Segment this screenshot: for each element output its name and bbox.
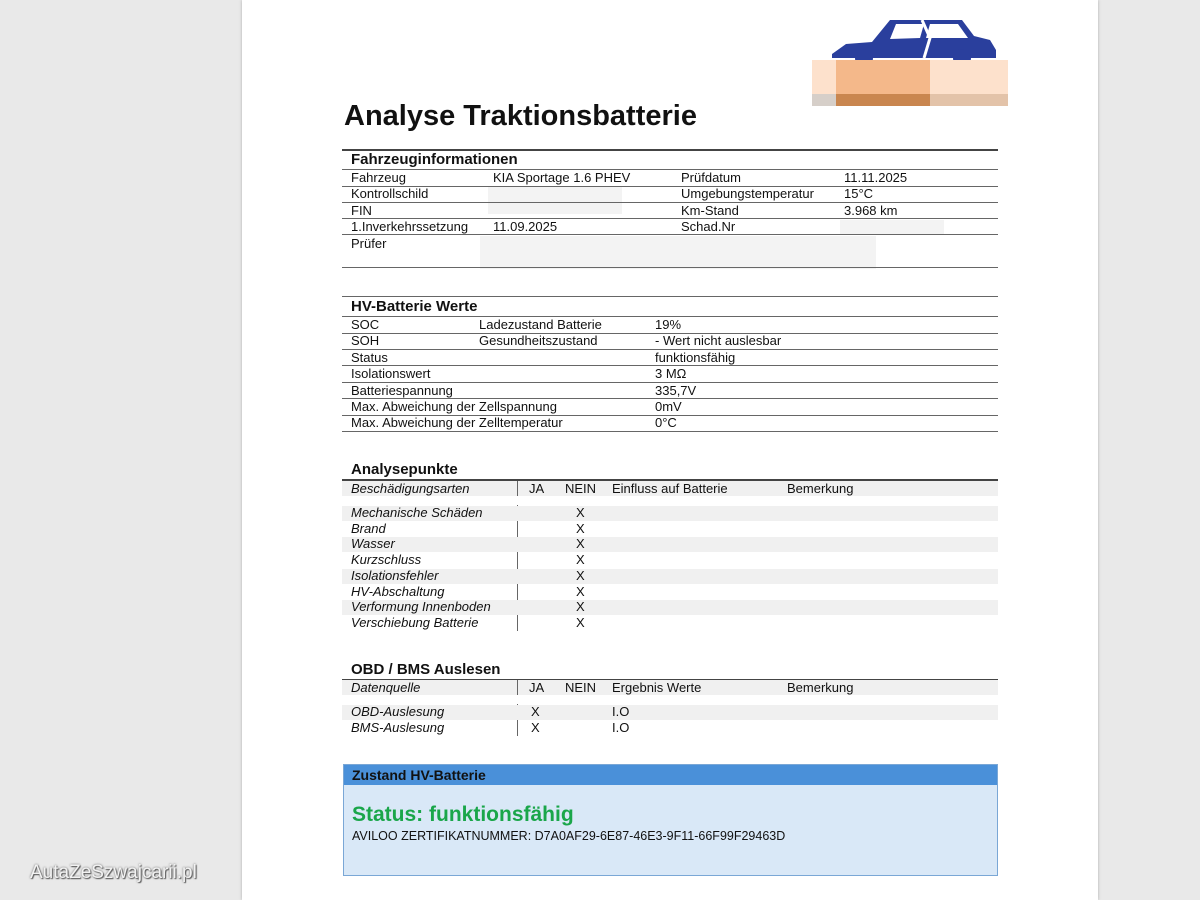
status-result: Status: funktionsfähig (352, 803, 574, 826)
analysis-header-nein: NEIN (565, 481, 597, 496)
battery-row-value: 19% (655, 317, 682, 332)
obd-row-ja: X (531, 704, 540, 719)
battery-row-value: 0mV (655, 399, 682, 414)
redacted-plate-fin (488, 187, 622, 214)
battery-state-box (343, 764, 998, 876)
battery-row-label: Max. Abweichung der Zellspannung (351, 399, 557, 414)
row-divider (342, 431, 998, 432)
obd-section-title: OBD / BMS Auslesen (351, 661, 501, 678)
fin-label: FIN (351, 203, 372, 218)
analysis-row-label: HV-Abschaltung (351, 583, 445, 599)
battery-row-label: Batteriespannung (351, 382, 453, 398)
erstzulassung-value: 11.09.2025 (493, 219, 558, 234)
obd-row-ergebnis: I.O (612, 720, 630, 735)
redacted-pruefer (480, 236, 876, 269)
analysis-row-nein: X (576, 520, 585, 536)
schad-label: Schad.Nr (681, 219, 736, 234)
battery-row-desc: Ladezustand Batterie (479, 317, 602, 332)
pruefdatum-value: 11.11.2025 (844, 170, 908, 185)
obd-header-ergebnis: Ergebnis Werte (612, 680, 702, 695)
state-section-title: Zustand HV-Batterie (344, 765, 997, 785)
row-band (342, 569, 998, 584)
pruefer-label: Prüfer (351, 236, 387, 251)
car-logo (812, 14, 1008, 106)
battery-row-value: - Wert nicht auslesbar (655, 333, 782, 349)
vehicle-section-title: Fahrzeuginformationen (351, 151, 518, 168)
analysis-header-bemerkung: Bemerkung (787, 481, 854, 496)
obd-row-ja: X (531, 720, 540, 735)
battery-row-value: 335,7V (655, 382, 697, 398)
redacted-schad-nr (840, 220, 944, 234)
obd-row-ergebnis: I.O (612, 704, 630, 719)
obd-header-source: Datenquelle (351, 680, 421, 695)
analysis-row-label: Isolationsfehler (351, 567, 439, 583)
document-title: Analyse Traktionsbatterie (344, 100, 697, 132)
obd-row-label: BMS-Auslesung (351, 720, 445, 735)
kontrollschild-label: Kontrollschild (351, 186, 429, 201)
analysis-row-nein: X (576, 536, 585, 552)
analysis-row-label: Kurzschluss (351, 552, 422, 568)
fahrzeug-label: Fahrzeug (351, 170, 406, 185)
battery-row-label: SOC (351, 317, 380, 332)
analysis-row-nein: X (576, 552, 585, 568)
analysis-header-ja: JA (529, 481, 545, 496)
analysis-header-einfluss: Einfluss auf Batterie (612, 481, 728, 496)
battery-row-label: Status (351, 349, 388, 365)
analysis-row-nein: X (576, 567, 585, 583)
analysis-row-label: Brand (351, 520, 386, 536)
analysis-row-label: Verformung Innenboden (351, 599, 491, 615)
analysis-row-label: Wasser (351, 536, 395, 552)
erstzulassung-label: 1.Inverkehrssetzung (351, 219, 469, 234)
battery-row-label: Isolationswert (351, 366, 431, 382)
fahrzeug-value: KIA Sportage 1.6 PHEV (493, 170, 631, 185)
report-page (242, 0, 1098, 900)
battery-section-title: HV-Batterie Werte (351, 298, 478, 315)
battery-row-value: 3 MΩ (655, 366, 687, 382)
umgebung-label: Umgebungstemperatur (681, 186, 814, 201)
analysis-header-type: Beschädigungsarten (351, 481, 470, 496)
km-label: Km-Stand (681, 203, 739, 218)
pruefdatum-label: Prüfdatum (681, 170, 741, 185)
battery-row-value: funktionsfähig (655, 349, 736, 365)
obd-header-nein: NEIN (565, 680, 597, 695)
battery-row-label: SOH (351, 333, 380, 349)
battery-row-desc: Gesundheitszustand (479, 333, 598, 349)
battery-row-label: Max. Abweichung der Zelltemperatur (351, 415, 563, 431)
row-band (342, 537, 998, 552)
analysis-row-nein: X (576, 505, 585, 520)
km-value: 3.968 km (844, 203, 898, 218)
analysis-row-label: Verschiebung Batterie (351, 614, 479, 630)
analysis-section-title: Analysepunkte (351, 461, 458, 478)
watermark: AutaZeSzwajcarii.pl (30, 862, 197, 883)
battery-row-value: 0°C (655, 415, 677, 431)
umgebung-value: 15°C (844, 186, 874, 201)
obd-header-bemerkung: Bemerkung (787, 680, 854, 695)
analysis-row-nein: X (576, 614, 585, 630)
analysis-row-nein: X (576, 583, 585, 599)
analysis-row-label: Mechanische Schäden (351, 505, 483, 520)
obd-header-ja: JA (529, 680, 545, 695)
obd-row-label: OBD-Auslesung (351, 704, 445, 719)
analysis-row-nein: X (576, 599, 585, 615)
certificate-number: AVILOO ZERTIFIKATNUMMER: D7A0AF29-6E87-46E3-9F11-66F99F29463D (352, 829, 786, 843)
